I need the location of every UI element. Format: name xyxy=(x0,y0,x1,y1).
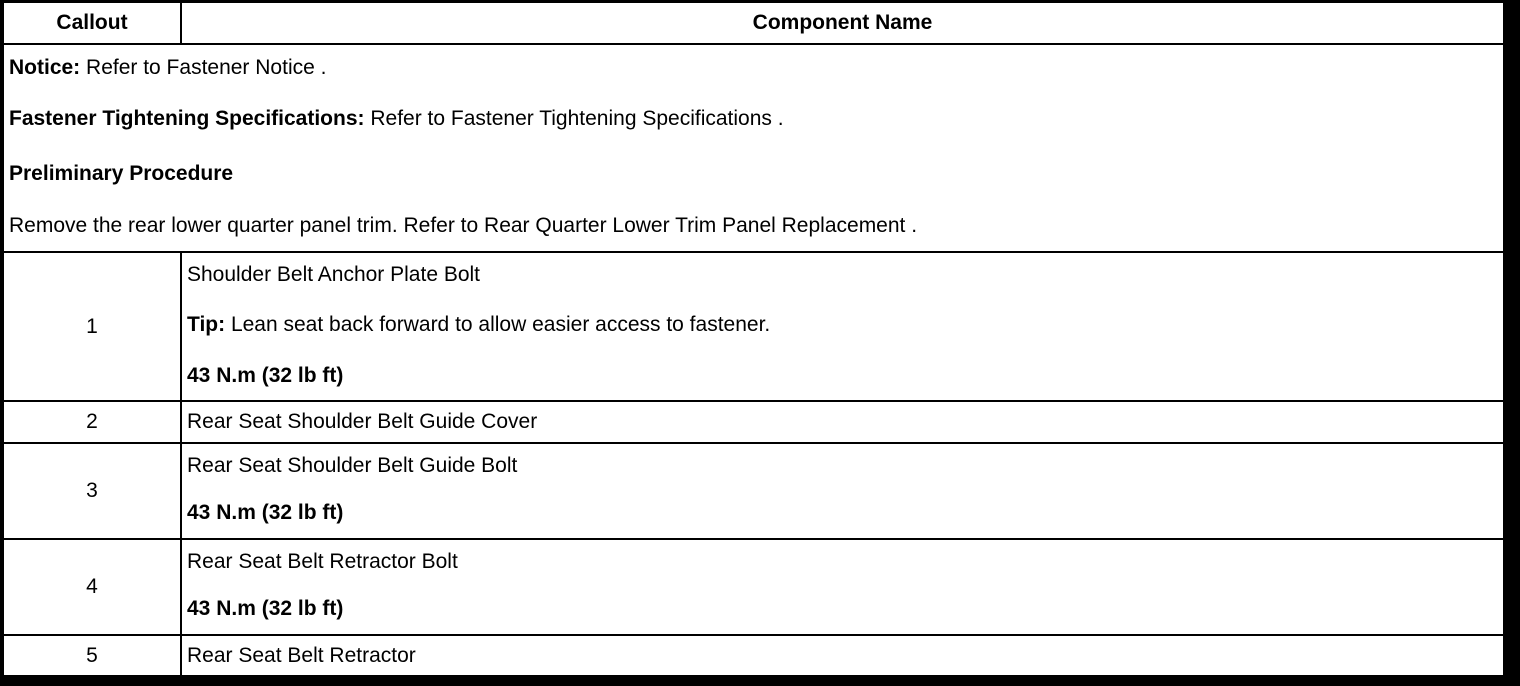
component-cell xyxy=(181,443,1504,539)
table-row xyxy=(3,401,1504,443)
component-cell xyxy=(181,252,1504,401)
notice-label: Notice: xyxy=(9,56,81,79)
tip-label: Tip: xyxy=(187,312,226,336)
callout-number: 1 xyxy=(3,252,181,401)
notice-paragraph xyxy=(9,45,1498,91)
table-row xyxy=(3,252,1504,401)
table-header-row xyxy=(3,2,1504,44)
intro-row xyxy=(3,44,1504,252)
notice-text: Refer to Fastener Notice . xyxy=(80,56,327,79)
component-name: Rear Seat Shoulder Belt Guide Cover xyxy=(181,401,1504,443)
component-cell xyxy=(181,539,1504,635)
table-row xyxy=(3,443,1504,539)
tip-text: Lean seat back forward to allow easier access to fastener. xyxy=(225,312,771,336)
component-name: Rear Seat Belt Retractor Bolt xyxy=(187,550,458,573)
tip-line xyxy=(187,297,1498,352)
torque-spec: 43 N.m (32 lb ft) xyxy=(187,364,344,387)
callout-number: 4 xyxy=(3,539,181,635)
torque-spec: 43 N.m (32 lb ft) xyxy=(187,597,344,620)
component-name: Rear Seat Belt Retractor xyxy=(181,635,1504,676)
callout-number: 5 xyxy=(3,635,181,676)
fastener-spec-text: Refer to Fastener Tightening Specifications . xyxy=(364,106,784,130)
callout-number: 2 xyxy=(3,401,181,443)
fastener-spec-paragraph xyxy=(9,91,1498,146)
component-name-column-header: Component Name xyxy=(181,2,1504,44)
torque-spec: 43 N.m (32 lb ft) xyxy=(187,501,344,524)
intro-cell xyxy=(3,44,1504,252)
preliminary-procedure-heading: Preliminary Procedure xyxy=(9,161,234,185)
table-row xyxy=(3,539,1504,635)
table-row xyxy=(3,635,1504,676)
component-name: Shoulder Belt Anchor Plate Bolt xyxy=(187,263,481,286)
component-table xyxy=(2,1,1505,677)
fastener-spec-label: Fastener Tightening Specifications: xyxy=(9,106,365,130)
component-name: Rear Seat Shoulder Belt Guide Bolt xyxy=(187,454,518,477)
callout-column-header: Callout xyxy=(3,2,181,44)
callout-number: 3 xyxy=(3,443,181,539)
preliminary-procedure-text: Remove the rear lower quarter panel trim. Refer to Rear Quarter Lower Trim Panel Replacement . xyxy=(9,214,918,237)
